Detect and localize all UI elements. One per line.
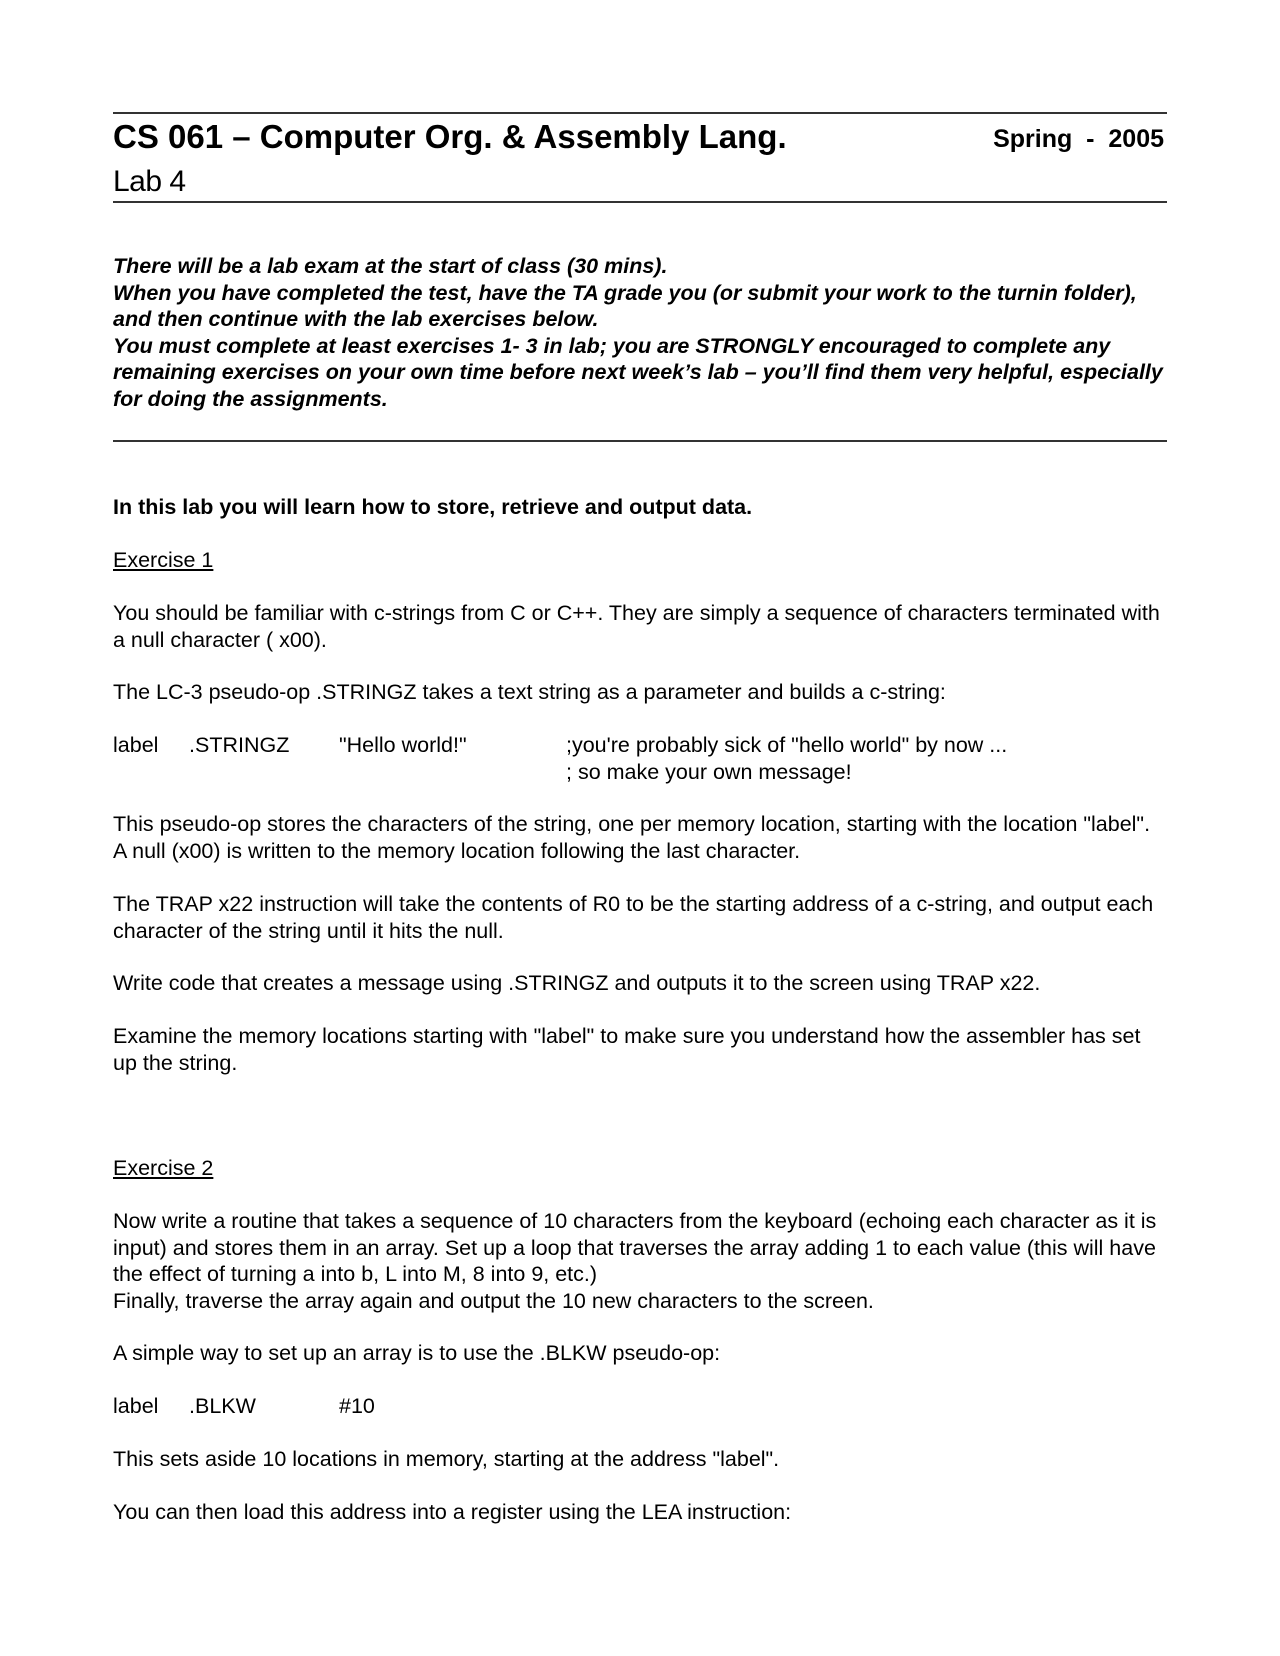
- header-top-rule: [113, 112, 1167, 114]
- notice-bottom-rule: [113, 440, 1167, 442]
- term-label: Spring - 2005: [993, 125, 1164, 153]
- exercise-2-paragraph: [113, 1208, 1167, 1314]
- exercise-1-paragraph: This pseudo-op stores the characters of the string, one per memory location, starting with the location "label". A null (x00) is written to the memory location following the last character.: [113, 812, 1151, 863]
- exercise-1-paragraph: The LC-3 pseudo-op .STRINGZ takes a text string as a parameter and builds a c-string:: [113, 680, 946, 704]
- stringz-code-example: [113, 732, 1167, 785]
- exercise-1-paragraph: You should be familiar with c-strings from C or C++. They are simply a sequence of characters terminated with a null character ( x00).: [113, 601, 1160, 652]
- exercise-2-paragraph: This sets aside 10 locations in memory, starting at the address "label".: [113, 1447, 780, 1471]
- code-label: label: [113, 1394, 159, 1418]
- exercise-2-heading: Exercise 2: [113, 1156, 214, 1180]
- lab-number: Lab 4: [113, 165, 186, 198]
- exercise-2-paragraph-line: Finally, traverse the array again and output the 10 new characters to the screen.: [113, 1288, 874, 1313]
- code-comment: ;you're probably sick of "hello world" by now ...: [566, 733, 1008, 757]
- code-arg: #10: [339, 1394, 375, 1418]
- notice-line-exam: There will be a lab exam at the start of class (30 mins).: [113, 254, 668, 278]
- code-comment: ; so make your own message!: [566, 759, 852, 784]
- notice-line-grade: When you have completed the test, have the TA grade you (or submit your work to the turnin folder), and then continue with the lab exercises below.: [113, 280, 1137, 331]
- exercise-2-paragraph-line: Now write a routine that takes a sequence of 10 characters from the keyboard (echoing each character as it is input) and stores them in an array. Set up a loop that traverses the array adding 1 to each value (this will have the effect of turning a into b, L into M, 8 into 9, etc.): [113, 1209, 1157, 1286]
- code-arg: "Hello world!": [339, 733, 467, 757]
- exercise-1-paragraph: The TRAP x22 instruction will take the contents of R0 to be the starting address of a c-string, and output each character of the string until it hits the null.: [113, 892, 1154, 943]
- blkw-code-example: [113, 1393, 1167, 1420]
- exercise-2-paragraph: A simple way to set up an array is to use the .BLKW pseudo-op:: [113, 1341, 721, 1365]
- exercise-1-heading: Exercise 1: [113, 548, 214, 572]
- code-label: label: [113, 733, 159, 757]
- header-bottom-rule: [113, 201, 1167, 203]
- code-op: .BLKW: [189, 1394, 256, 1418]
- exercise-1-paragraph: Examine the memory locations starting with "label" to make sure you understand how the assembler has set up the string.: [113, 1024, 1141, 1075]
- lab-intro: In this lab you will learn how to store, retrieve and output data.: [113, 495, 753, 519]
- lab-notice: [113, 253, 1167, 412]
- code-op: .STRINGZ: [189, 733, 290, 757]
- exercise-2-paragraph: You can then load this address into a register using the LEA instruction:: [113, 1500, 792, 1524]
- exercise-1-paragraph: Write code that creates a message using .STRINGZ and outputs it to the screen using TRAP x22.: [113, 971, 1041, 995]
- notice-line-exercises: You must complete at least exercises 1- 3 in lab; you are STRONGLY encouraged to complete any remaining exercises on your own time before next week’s lab – you’ll find them very helpful, especially for doing the assignments.: [113, 333, 1163, 411]
- course-title: CS 061 – Computer Org. & Assembly Lang.: [113, 118, 787, 155]
